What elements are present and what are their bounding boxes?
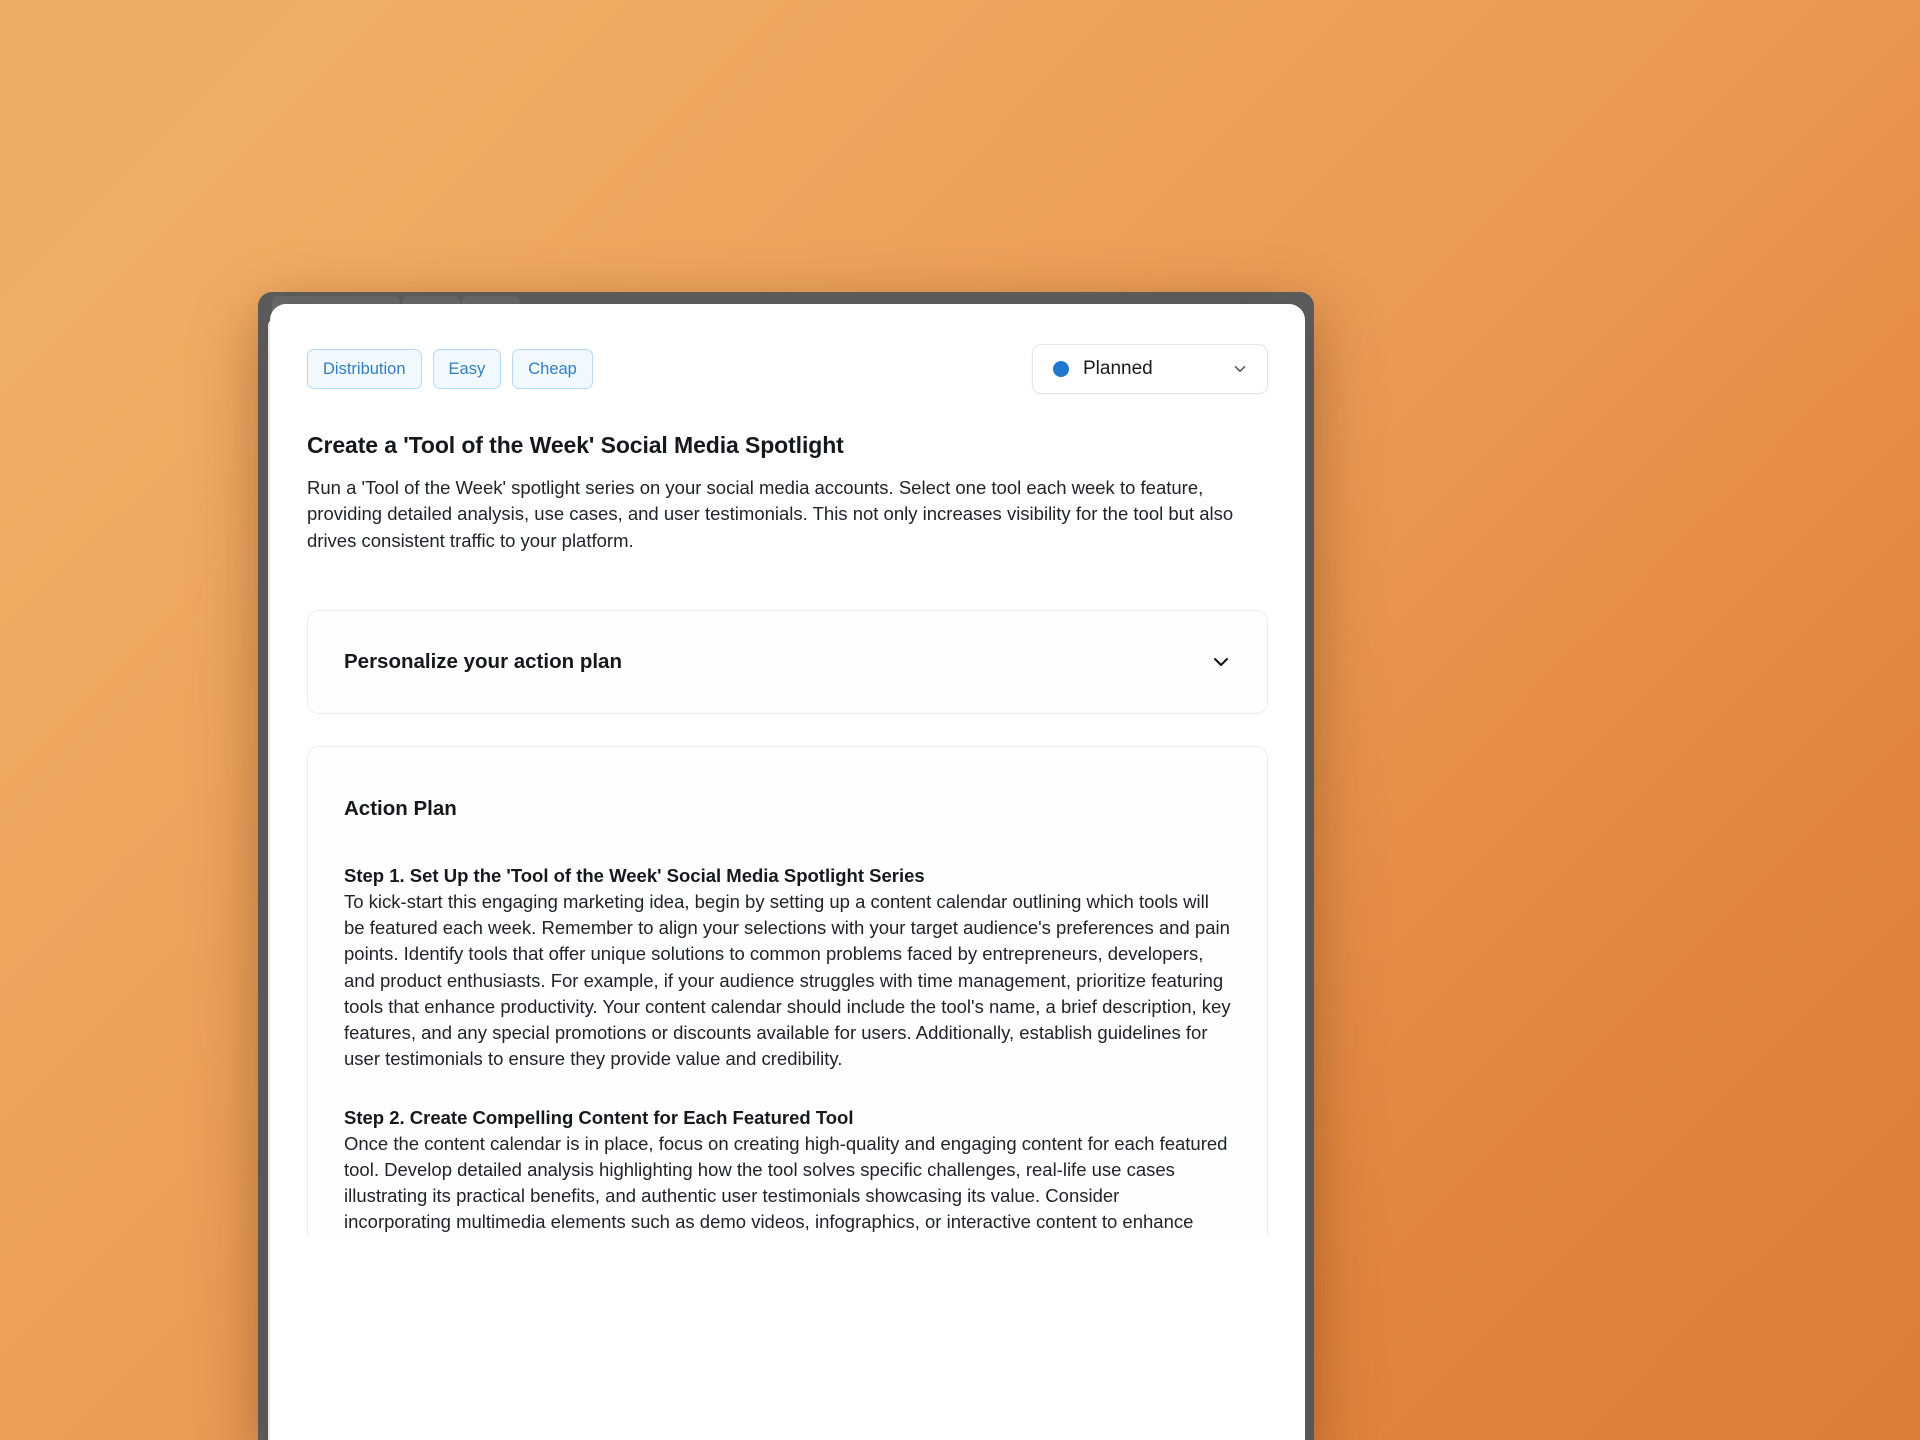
action-plan-step-title: Step 2. Create Compelling Content for Each Featured Tool: [344, 1106, 854, 1128]
chevron-down-icon: [1231, 360, 1249, 378]
tag-list: [307, 349, 593, 390]
action-plan-step-body: To kick-start this engaging marketing idea, begin by setting up a content calendar outlining which tools will be featured each week. Remember to align your selections with your target audience's preferences and pain points. Identify tools that offer unique solutions to common problems faced by entrepreneurs, developers, and product enthusiasts. For example, if your audience struggles with time management, prioritize featuring tools that enhance productivity. Your content calendar should include the tool's name, a brief description, key features, and any special promotions or discounts available for users. Additionally, establish guidelines for user testimonials to ensure they provide value and credibility.: [344, 890, 1231, 1070]
personalize-title: Personalize your action plan: [344, 649, 622, 673]
tag-pill-distribution[interactable]: Distribution: [307, 349, 422, 390]
modal-content: [270, 304, 1305, 1440]
idea-title: Create a 'Tool of the Week' Social Media Spotlight: [307, 432, 844, 458]
idea-description: Run a 'Tool of the Week' spotlight series on your social media accounts. Select one tool each week to feature, providing detailed analysis, use cases, and user testimonials. This not only increases visibility for the tool but also drives consistent traffic to your platform.: [307, 477, 1234, 551]
action-plan-card: [307, 746, 1268, 1236]
personalize-card: [307, 610, 1268, 714]
tag-pill-cheap[interactable]: Cheap: [512, 349, 593, 390]
modal-header-row: [307, 344, 1268, 394]
action-plan-step-title: Step 1. Set Up the 'Tool of the Week' Social Media Spotlight Series: [344, 864, 925, 886]
tag-pill-easy[interactable]: Easy: [433, 349, 502, 390]
personalize-accordion-header[interactable]: [308, 611, 1267, 713]
status-dropdown[interactable]: [1032, 344, 1268, 394]
action-plan-step-body: Once the content calendar is in place, focus on creating high-quality and engaging content for each featured tool. Develop detailed analysis highlighting how the tool solves specific challenges, real-life use cases illustrating its practical benefits, and authentic user testimonials showcasing its value. Consider incorporating multimedia elements such as demo videos, infographics, or interactive content to enhance: [344, 1132, 1228, 1233]
action-plan-heading: Action Plan: [344, 796, 457, 820]
status-dot-icon: [1053, 361, 1069, 377]
chevron-down-icon[interactable]: [1209, 650, 1233, 674]
status-value: Planned: [1083, 358, 1153, 379]
idea-detail-modal: [270, 304, 1305, 1440]
